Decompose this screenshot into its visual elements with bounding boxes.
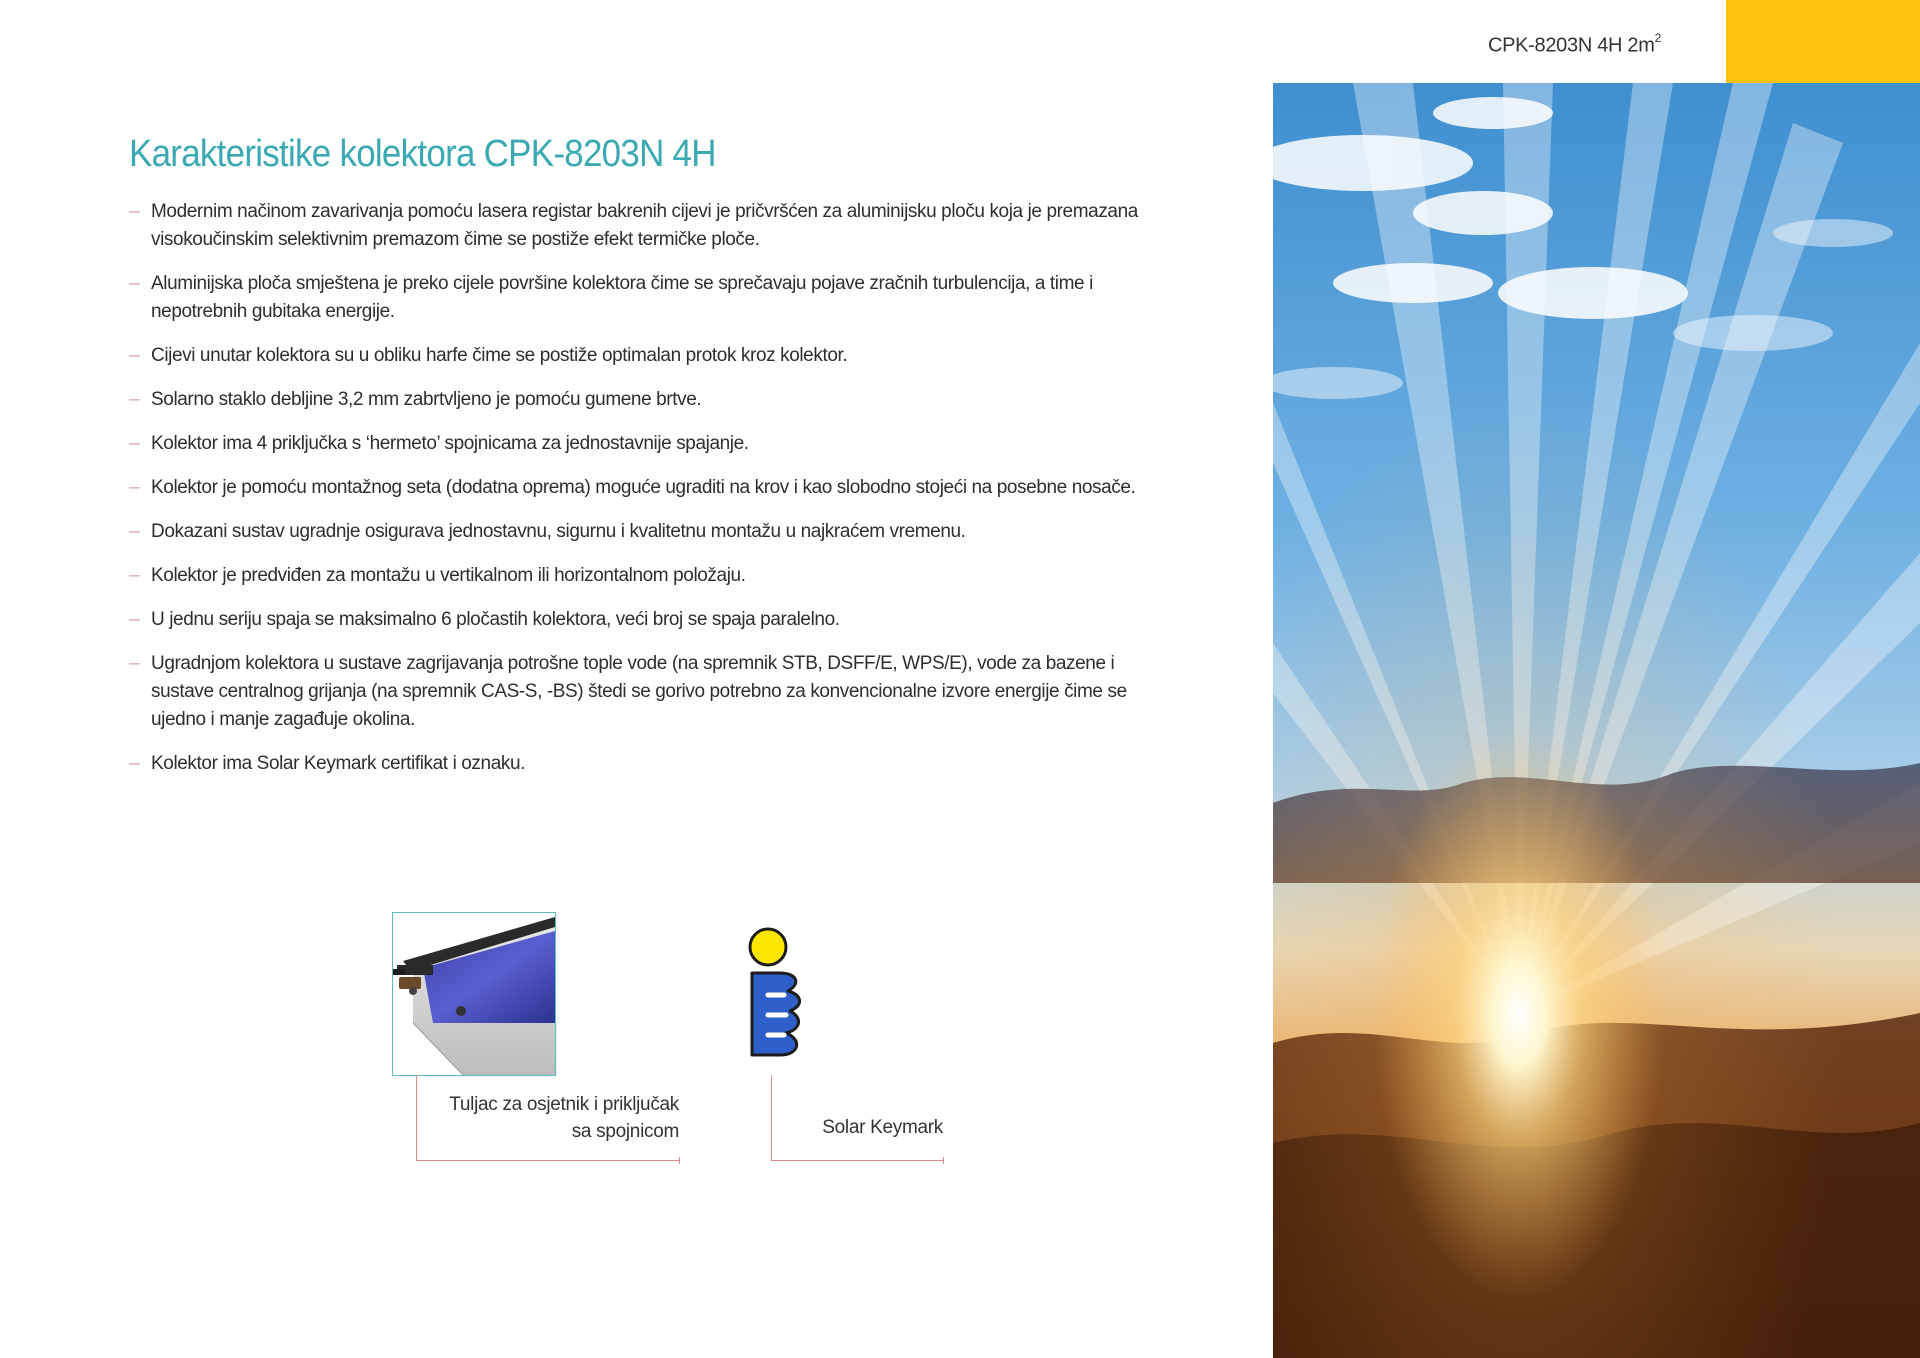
page-title: Karakteristike kolektora CPK-8203N 4H xyxy=(129,133,716,175)
list-dash: – xyxy=(129,521,140,542)
list-dash: – xyxy=(129,653,140,674)
feature-item: – Aluminijska ploča smještena je preko cijele površine kolektora čime se sprečavaju pojave zračnih turbulencija, a time i nepotrebnih gubitaka energije. xyxy=(129,270,1139,326)
feature-item: – Cijevi unutar kolektora su u obliku harfe čime se postiže optimalan protok kroz kolektor. xyxy=(129,342,1139,370)
feature-item: – Modernim načinom zavarivanja pomoću lasera registar bakrenih cijevi je pričvršćen za aluminijsku ploču koja je premazana visokoučinskim selektivnim premazom čime se postiže efekt termičke ploče. xyxy=(129,198,1139,254)
feature-item: – U jednu seriju spaja se maksimalno 6 pločastih kolektora, veći broj se spaja paralelno. xyxy=(129,606,1139,634)
header-model-code: CPK-8203N 4H $2m^2$ xyxy=(1487,31,1661,57)
list-dash: – xyxy=(129,201,140,222)
feature-list xyxy=(129,198,1139,794)
solar-keymark-icon xyxy=(744,925,810,1065)
list-dash: – xyxy=(129,477,140,498)
sunburst-sky-photo xyxy=(1273,83,1920,1358)
feature-item: – Kolektor ima 4 priključka s ‘hermeto’ spojnicama za jednostavnije spajanje. xyxy=(129,430,1139,458)
feature-item: – Ugradnjom kolektora u sustave zagrijavanja potrošne tople vode (na spremnik STB, DSFF/E, WPS/E), vode za bazene i sustave centralnog grijanja (na spremnik CAS-S, -BS) štedi se gorivo potrebno za konvencionalne izvore energije čime se ujedno i manje zagađuje okolina. xyxy=(129,650,1139,734)
list-dash: – xyxy=(129,345,140,366)
keymark-caption: Solar Keymark xyxy=(822,1117,943,1138)
list-dash: – xyxy=(129,565,140,586)
list-dash: – xyxy=(129,753,140,774)
feature-item: – Solarno staklo debljine 3,2 mm zabrtvljeno je pomoću gumene brtve. xyxy=(129,386,1139,414)
connector-caption: Tuljac za osjetnik i priključak sa spojnicom xyxy=(449,1094,679,1142)
list-dash: – xyxy=(129,433,140,454)
feature-item: – Kolektor ima Solar Keymark certifikat i oznaku. xyxy=(129,750,1139,778)
feature-item: – Kolektor je pomoću montažnog seta (dodatna oprema) moguće ugraditi na krov i kao slobodno stojeći na posebne nosače. xyxy=(129,474,1139,502)
feature-item: – Dokazani sustav ugradnje osigurava jednostavnu, sigurnu i kvalitetnu montažu u najkraćem vremenu. xyxy=(129,518,1139,546)
list-dash: – xyxy=(129,273,140,294)
collector-connector-image xyxy=(392,912,556,1076)
yellow-corner-tab xyxy=(1726,0,1920,83)
list-dash: – xyxy=(129,389,140,410)
feature-item: – Kolektor je predviđen za montažu u vertikalnom ili horizontalnom položaju. xyxy=(129,562,1139,590)
list-dash: – xyxy=(129,609,140,630)
